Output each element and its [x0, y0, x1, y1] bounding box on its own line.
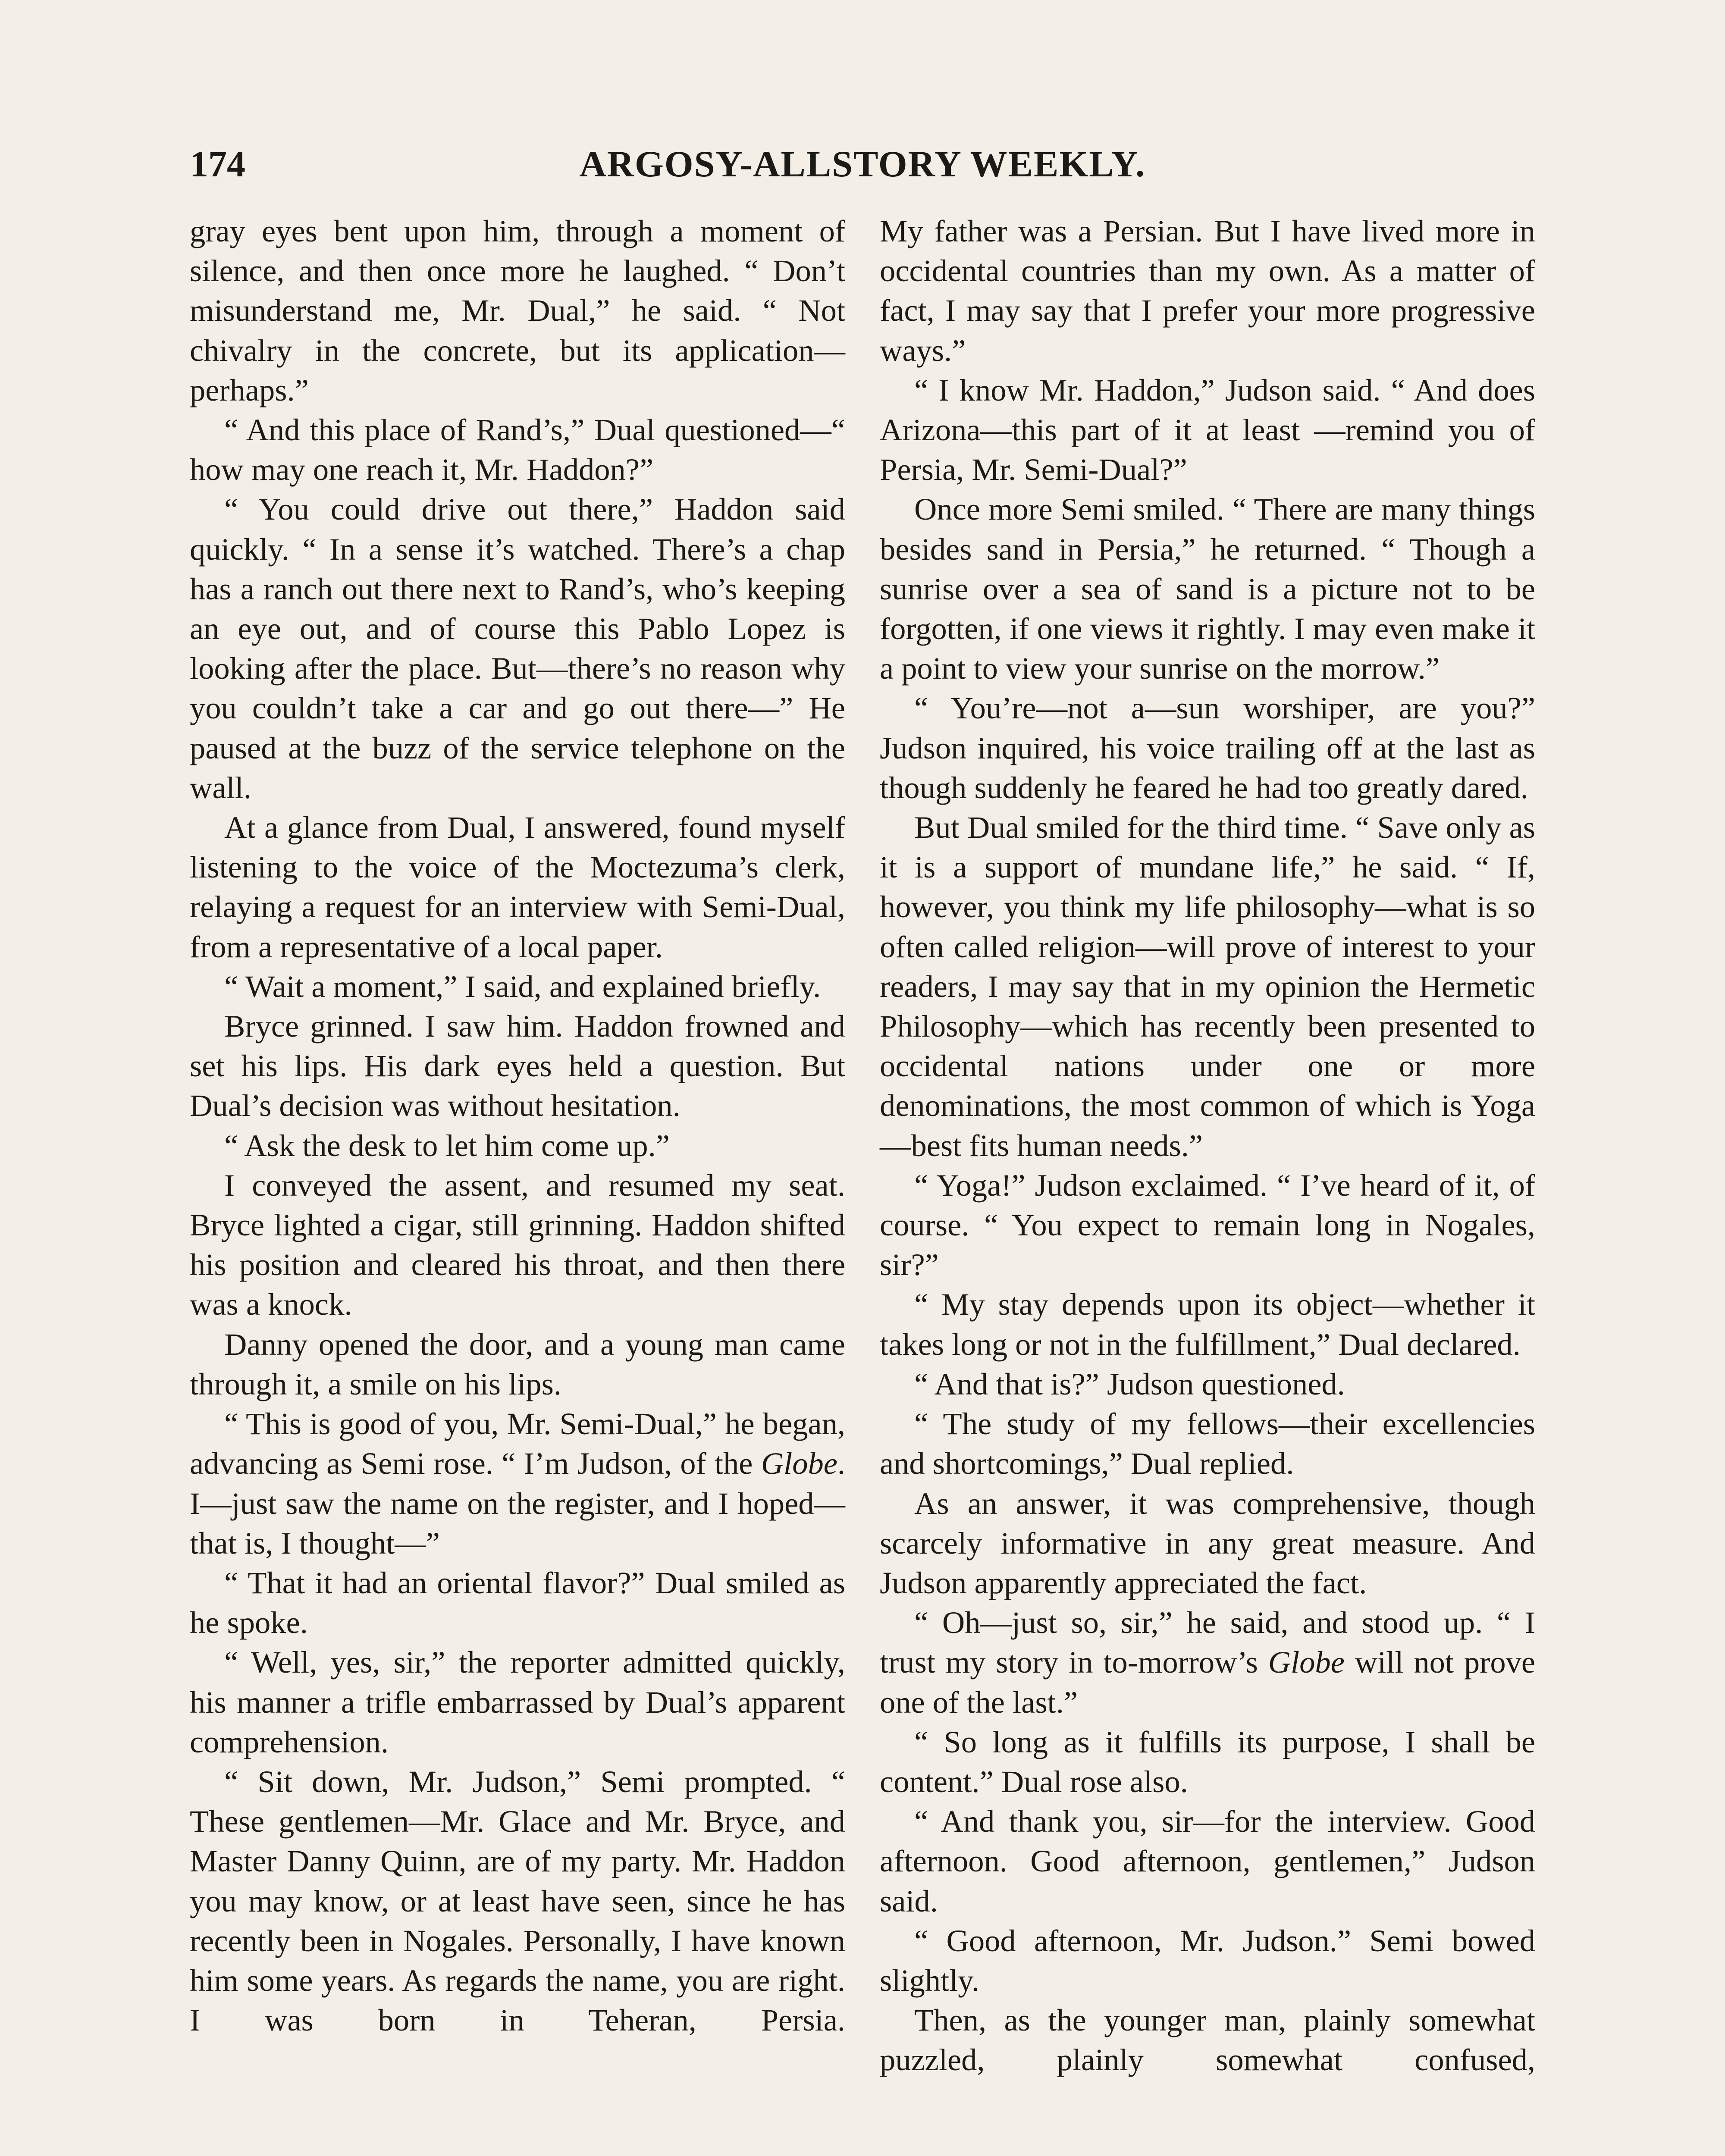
paragraph: “ Yoga!” Judson exclaimed. “ I’ve heard of it, of course. “ You expect to remain long in Nogales, sir?”	[880, 1167, 1535, 1282]
paragraph: Bryce grinned. I saw him. Haddon frowned and set his lips. His dark eyes held a question. But Dual’s decision was without hesitation.	[190, 1009, 845, 1123]
paragraph: “ So long as it fulfills its purpose, I shall be content.” Dual rose also.	[880, 1724, 1535, 1799]
paragraph: My father was a Persian. But I have lived more in occidental countries than my own. As a matter of fact, I may say that I prefer your more progressive ways.”	[880, 213, 1535, 368]
text-run: . I—just saw the name on the register, and I hoped—that is, I thought—”	[190, 1446, 845, 1561]
paragraph: “ Sit down, Mr. Judson,” Semi prompted. “ These gentlemen—Mr. Glace and Mr. Bryce, and Master Danny Quinn, are of my party. Mr. Haddon you may know, or at least have seen, since he has recently been in Nogales. Personally, I have known him some years. As regards the name, you are right. I was born in Teheran, Persia.	[190, 1764, 845, 2038]
paragraph: “ You could drive out there,” Haddon said quickly. “ In a sense it’s watched. There’s a chap has a ranch out there next to Rand’s, who’s keeping an eye out, and of course this Pablo Lopez is looking after the place. But—there’s no reason why you couldn’t take a car and go out there—” He paused at the buzz of the service telephone on the wall.	[190, 492, 845, 805]
paragraph: Once more Semi smiled. “ There are many things besides sand in Persia,” he returned. “ Though a sunrise over a sea of sand is a picture not to be forgotten, if one views it rightly. I may even make it a point to view your sunrise on the morrow.”	[880, 492, 1535, 686]
paragraph: “ Wait a moment,” I said, and explained briefly.	[224, 968, 821, 1004]
paragraph: “ I know Mr. Haddon,” Judson said. “ And does Arizona—this part of it at least —remind you of Persia, Mr. Semi-Dual?”	[880, 372, 1535, 487]
newspaper-name-italic: Globe	[1268, 1645, 1345, 1680]
text-run: “ This is good of you, Mr. Semi-Dual,” he began, advancing as Semi rose. “ I’m Judson, of the	[190, 1406, 845, 1481]
page-header	[190, 136, 1535, 192]
paragraph: “ Well, yes, sir,” the reporter admitted quickly, his manner a trifle embarrassed by Dual’s apparent comprehension.	[190, 1645, 845, 1759]
right-column	[880, 211, 1535, 2080]
paragraph	[190, 1404, 845, 1563]
page-number: 174	[190, 143, 245, 185]
paragraph: Danny opened the door, and a young man came through it, a smile on his lips.	[190, 1326, 845, 1401]
paragraph: gray eyes bent upon him, through a moment of silence, and then once more he laughed. “ Don’t misunderstand me, Mr. Dual,” he said. “ Not chivalry in the concrete, but its application—perhaps.”	[190, 213, 845, 407]
paragraph: “ And that is?” Judson questioned.	[914, 1366, 1345, 1401]
paragraph: “ My stay depends upon its object—whether it takes long or not in the fulfillment,” Dual declared.	[880, 1287, 1535, 1362]
paragraph: “ That it had an oriental flavor?” Dual smiled as he spoke.	[190, 1565, 845, 1640]
paragraph: “ The study of my fellows—their excellencies and shortcomings,” Dual replied.	[880, 1406, 1535, 1481]
paragraph: As an answer, it was comprehensive, though scarcely informative in any great measure. And Judson apparently appreciated the fact.	[880, 1485, 1535, 1600]
paragraph: “ Good afternoon, Mr. Judson.” Semi bowed slightly.	[880, 1923, 1535, 1998]
newspaper-name-italic: Globe	[761, 1446, 837, 1481]
paragraph: I conveyed the assent, and resumed my seat. Bryce lighted a cigar, still grinning. Haddon shifted his position and cleared his throat, and then there was a knock.	[190, 1167, 845, 1322]
paragraph: But Dual smiled for the third time. “ Save only as it is a support of mundane life,” he said. “ If, however, you think my life philosophy—what is so often called religion—will prove of interest to your readers, I may say that in my opinion the Hermetic Philosophy—which has recently been presented to occidental nations under one or more denominations, the most common of which is Yoga—best fits human needs.”	[880, 810, 1535, 1163]
paragraph: “ You’re—not a—sun worshiper, are you?” Judson inquired, his voice trailing off at the last as though suddenly he feared he had too greatly dared.	[880, 690, 1535, 805]
left-column	[190, 211, 845, 2040]
paragraph	[880, 1603, 1535, 1722]
paragraph: “ And thank you, sir—for the interview. Good afternoon. Good afternoon, gentlemen,” Judson said.	[880, 1804, 1535, 1918]
paragraph: “ And this place of Rand’s,” Dual questioned—“ how may one reach it, Mr. Haddon?”	[190, 412, 845, 487]
text-run: “ Oh—just so, sir,” he said, and stood up. “ I trust my story in to-morrow’s	[880, 1605, 1535, 1680]
paragraph: “ Ask the desk to let him come up.”	[224, 1128, 670, 1163]
running-head-title: ARGOSY-ALLSTORY WEEKLY.	[579, 143, 1146, 185]
paragraph: Then, as the younger man, plainly somewhat puzzled, plainly somewhat confused,	[880, 2002, 1535, 2078]
paragraph: At a glance from Dual, I answered, found myself listening to the voice of the Moctezuma’s clerk, relaying a request for an interview with Semi-Dual, from a representative of a local paper.	[190, 810, 845, 964]
text-run: will not prove one of the last.”	[880, 1645, 1535, 1720]
